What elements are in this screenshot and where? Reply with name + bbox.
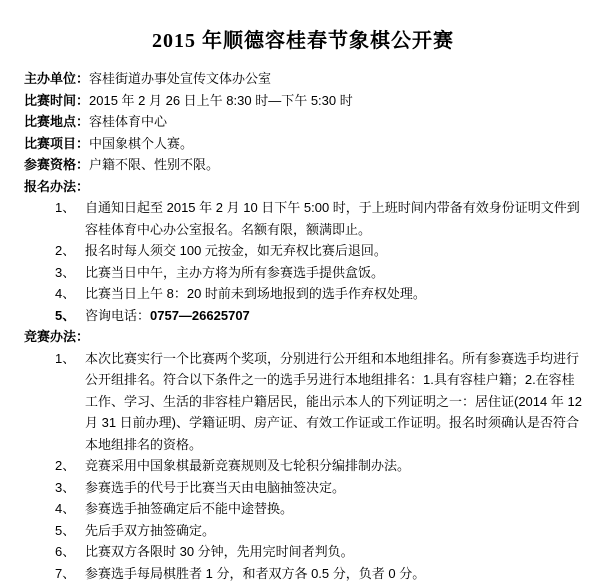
item-number: 5、 [55, 520, 85, 542]
item-number: 3、 [55, 262, 85, 284]
sections-container [24, 176, 582, 584]
item-text-main: 自通知日起至 2015 年 2 月 10 日下午 5:00 时，于上班时间内带备有效身份证明文件到容桂体育中心办公室报名。名额有限，额满即止。 [85, 200, 580, 237]
item-text [85, 455, 582, 477]
list-item [24, 541, 582, 563]
info-field-row [24, 154, 582, 176]
section-heading: 竞赛办法： [24, 326, 582, 348]
item-number: 2、 [55, 455, 85, 477]
item-phone-number: 0757—26625707 [150, 308, 250, 323]
list-item [24, 197, 582, 240]
info-field-row [24, 68, 582, 90]
list-item [24, 563, 582, 584]
list-item [24, 240, 582, 262]
field-label: 比赛地点： [24, 114, 89, 129]
section-heading: 报名办法： [24, 176, 582, 198]
item-number: 1、 [55, 348, 85, 456]
list-item [24, 498, 582, 520]
item-text-main: 咨询电话： [85, 308, 150, 323]
info-field-row [24, 111, 582, 133]
field-value: 容桂街道办事处宣传文体办公室 [89, 71, 271, 86]
item-text-main: 比赛双方各限时 30 分钟，先用完时间者判负。 [85, 544, 354, 559]
item-text [85, 305, 582, 327]
field-value: 容桂体育中心 [89, 114, 167, 129]
field-value: 中国象棋个人赛。 [89, 136, 193, 151]
field-value: 2015 年 2 月 26 日上午 8:30 时—下午 5:30 时 [89, 93, 353, 108]
info-field-row [24, 133, 582, 155]
item-text [85, 240, 582, 262]
page-title: 2015 年顺德容桂春节象棋公开赛 [24, 28, 582, 55]
section [24, 326, 582, 584]
list-item [24, 520, 582, 542]
field-label: 参赛资格： [24, 157, 89, 172]
item-number: 1、 [55, 197, 85, 240]
section [24, 176, 582, 327]
item-text-main: 本次比赛实行一个比赛两个奖项，分别进行公开组和本地组排名。所有参赛选手均进行公开组排名。符合以下条件之一的选手另进行本地组排名：1.具有容桂户籍；2.在容桂工作、学习、生活的非容桂户籍居民，能出示本人的下列证明之一：居住证(2014 年 12 月 31 日前办理)、学籍证明、房产证、有效工作证或工作证明。报名时须确认是否符合本地组排名的资格。 [85, 351, 582, 452]
list-item [24, 262, 582, 284]
item-text [85, 348, 582, 456]
item-text-main: 先后手双方抽签确定。 [85, 523, 215, 538]
info-field-row [24, 90, 582, 112]
item-text [85, 563, 582, 584]
item-number: 3、 [55, 477, 85, 499]
item-text [85, 477, 582, 499]
item-number: 5、 [55, 305, 85, 327]
item-text-main: 竞赛采用中国象棋最新竞赛规则及七轮积分编排制办法。 [85, 458, 410, 473]
item-text-main: 报名时每人须交 100 元按金，如无弃权比赛后退回。 [85, 243, 387, 258]
list-item [24, 348, 582, 456]
item-text [85, 262, 582, 284]
item-text [85, 520, 582, 542]
list-item [24, 477, 582, 499]
item-text [85, 541, 582, 563]
item-text-main: 比赛当日上午 8：20 时前未到场地报到的选手作弃权处理。 [85, 286, 426, 301]
item-text-main: 参赛选手每局棋胜者 1 分，和者双方各 0.5 分，负者 0 分。 [85, 566, 425, 581]
item-text-main: 参赛选手抽签确定后不能中途替换。 [85, 501, 293, 516]
item-number: 7、 [55, 563, 85, 584]
list-item [24, 283, 582, 305]
item-number: 4、 [55, 283, 85, 305]
item-number: 2、 [55, 240, 85, 262]
field-value: 户籍不限、性别不限。 [89, 157, 219, 172]
item-text [85, 283, 582, 305]
field-label: 比赛项目： [24, 136, 89, 151]
list-item [24, 305, 582, 327]
item-number: 6、 [55, 541, 85, 563]
item-text [85, 197, 582, 240]
item-text [85, 498, 582, 520]
field-label: 主办单位： [24, 71, 89, 86]
item-number: 4、 [55, 498, 85, 520]
field-label: 比赛时间： [24, 93, 89, 108]
item-text-main: 参赛选手的代号于比赛当天由电脑抽签决定。 [85, 480, 345, 495]
list-item [24, 455, 582, 477]
info-fields [24, 68, 582, 176]
item-text-main: 比赛当日中午，主办方将为所有参赛选手提供盒饭。 [85, 265, 384, 280]
